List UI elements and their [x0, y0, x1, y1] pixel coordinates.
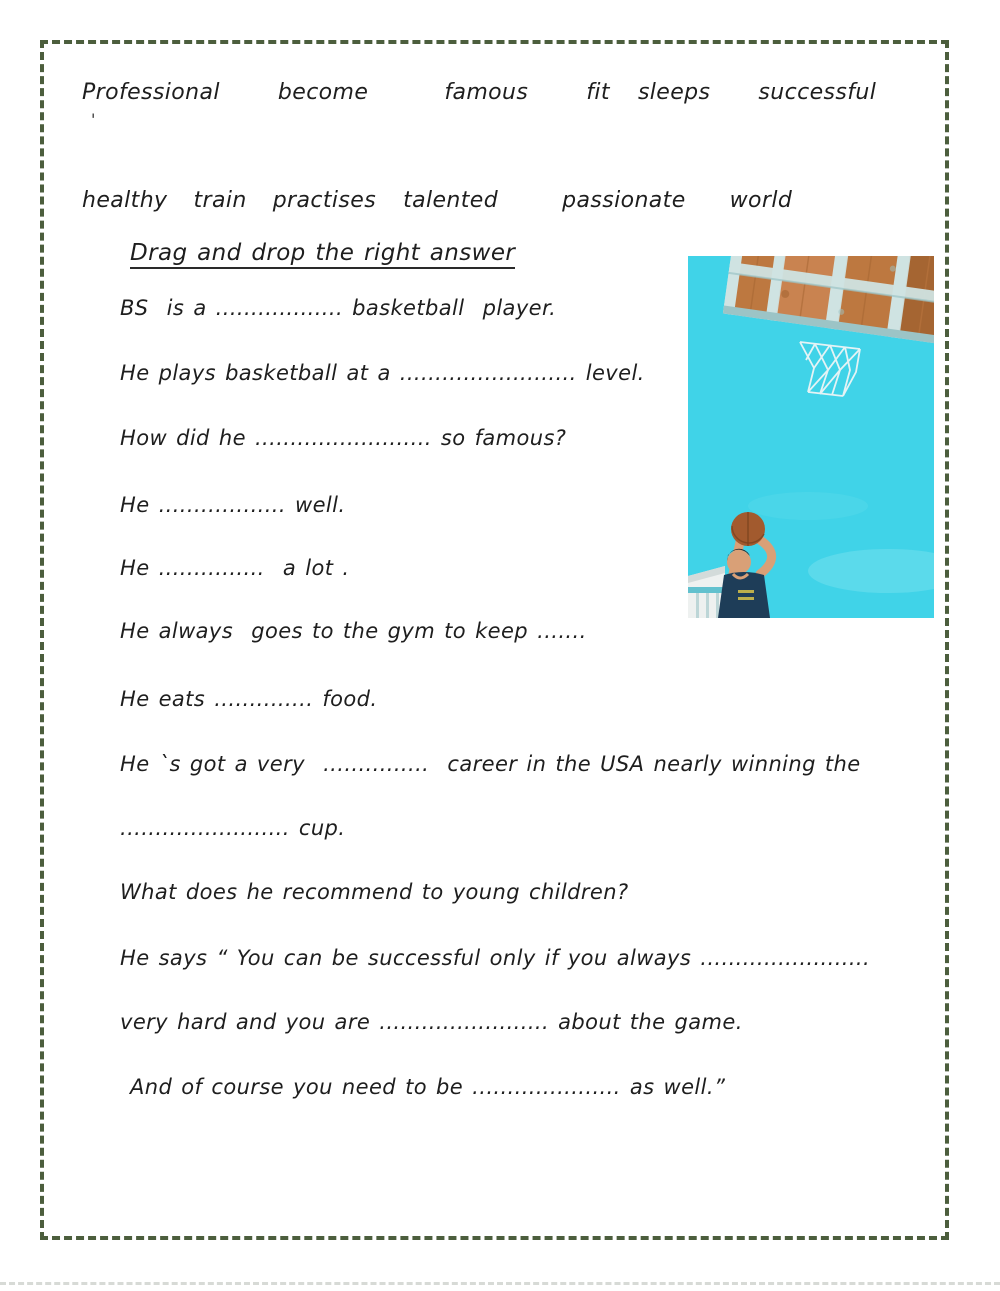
sentence-blank-10[interactable]: He says “ You can be successful only if you always ........................	[120, 946, 871, 970]
instructions-heading: Drag and drop the right answer	[130, 240, 515, 269]
sentence-blank-6[interactable]: He always goes to the gym to keep .......	[120, 619, 587, 643]
draggable-word-successful[interactable]: successful	[758, 80, 877, 105]
stray-pen-mark: '	[91, 110, 96, 129]
word-bank-row-1	[82, 80, 876, 105]
sentence-blank-2[interactable]: He plays basketball at a ......................... level.	[120, 361, 645, 385]
draggable-word-world[interactable]: world	[729, 188, 793, 213]
draggable-word-professional[interactable]: Professional	[82, 80, 220, 105]
basketball-photo	[688, 256, 934, 618]
sentence-blank-11[interactable]: very hard and you are ........................ about the game.	[120, 1010, 743, 1034]
draggable-word-famous[interactable]: famous	[444, 80, 529, 105]
sentence-blank-1[interactable]: BS is a .................. basketball player.	[120, 296, 557, 320]
sentence-blank-8[interactable]: He `s got a very ............... career in the USA nearly winning the	[120, 752, 861, 776]
draggable-word-passionate[interactable]: passionate	[562, 188, 686, 213]
photo-cloud-2	[748, 492, 868, 520]
draggable-word-sleeps[interactable]: sleeps	[637, 80, 711, 105]
question-line: What does he recommend to young children?	[120, 880, 629, 904]
draggable-word-talented[interactable]: talented	[403, 188, 499, 213]
draggable-word-practises[interactable]: practises	[272, 188, 377, 213]
sentence-blank-5[interactable]: He ............... a lot .	[120, 556, 350, 580]
draggable-word-healthy[interactable]: healthy	[82, 188, 168, 213]
draggable-word-become[interactable]: become	[277, 80, 369, 105]
sentence-blank-12[interactable]: And of course you need to be ..................... as well.”	[130, 1075, 726, 1099]
page-break-line	[0, 1282, 1000, 1285]
draggable-word-fit[interactable]: fit	[586, 80, 610, 105]
sentence-blank-9[interactable]: ........................ cup.	[120, 816, 346, 840]
sentence-blank-3[interactable]: How did he ......................... so famous?	[120, 426, 567, 450]
sentence-blank-7[interactable]: He eats .............. food.	[120, 687, 378, 711]
draggable-word-train[interactable]: train	[193, 188, 247, 213]
word-bank-row-2	[82, 188, 792, 213]
sentence-blank-4[interactable]: He .................. well.	[120, 493, 346, 517]
